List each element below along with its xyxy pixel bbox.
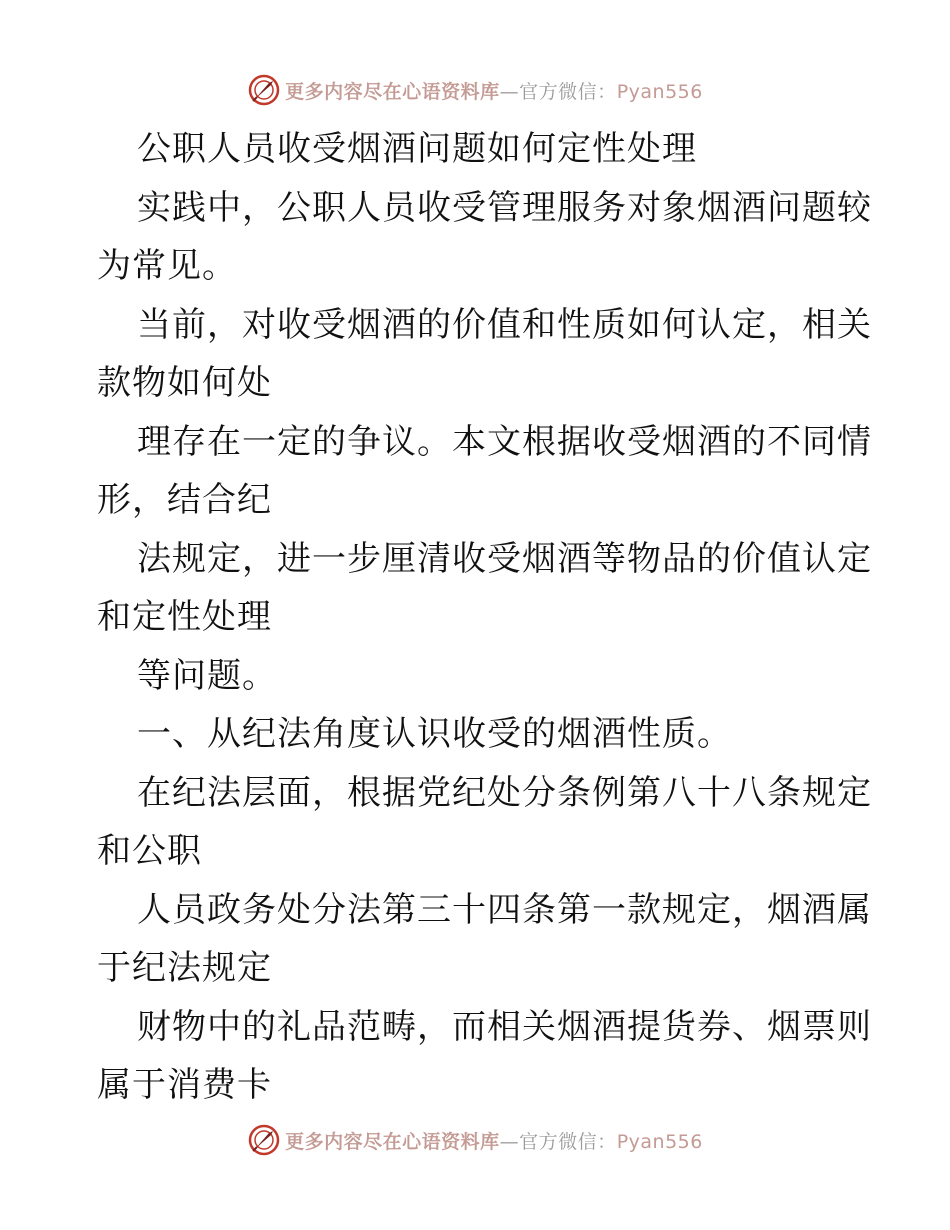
section-heading: 一、从纪法角度认识收受的烟酒性质。 bbox=[137, 714, 732, 754]
paragraph-line: 形，结合纪 bbox=[97, 480, 272, 520]
paragraph-line: 款物如何处 bbox=[97, 363, 272, 403]
watermark-dash: — bbox=[499, 1130, 520, 1153]
paragraph-line: 和公职 bbox=[97, 831, 202, 871]
quill-seal-icon bbox=[247, 1123, 281, 1157]
paragraph-line: 于纪法规定 bbox=[97, 948, 272, 988]
document-title: 公职人员收受烟酒问题如何定性处理 bbox=[137, 129, 697, 169]
paragraph-line: 属于消费卡 bbox=[97, 1065, 272, 1105]
watermark-text bbox=[285, 1127, 703, 1154]
paragraph-line: 财物中的礼品范畴，而相关烟酒提货券、烟票则 bbox=[137, 1006, 872, 1047]
paragraph-line: 和定性处理 bbox=[97, 597, 272, 637]
paragraph-line: 在纪法层面，根据党纪处分条例第八十八条规定 bbox=[137, 772, 872, 813]
watermark-id-text: Pyan556 bbox=[616, 1130, 703, 1153]
watermark-sub-text: 官方微信： bbox=[519, 1130, 617, 1153]
paragraph-line: 人员政务处分法第三十四条第一款规定，烟酒属 bbox=[137, 889, 872, 930]
watermark-main-text: 更多内容尽在心语资料库 bbox=[285, 80, 500, 103]
paragraph-line: 法规定，进一步厘清收受烟酒等物品的价值认定 bbox=[137, 538, 872, 579]
paragraph-line: 实践中，公职人员收受管理服务对象烟酒问题较 bbox=[137, 187, 872, 228]
watermark-sub-text: 官方微信： bbox=[519, 80, 617, 103]
paragraph-line: 等问题。 bbox=[137, 655, 277, 696]
watermark-text bbox=[285, 77, 703, 104]
paragraph-line: 为常见。 bbox=[97, 246, 237, 286]
document-body bbox=[97, 120, 872, 1115]
watermark-id-text: Pyan556 bbox=[616, 80, 703, 103]
header-watermark-banner bbox=[0, 70, 950, 110]
quill-seal-icon bbox=[247, 73, 281, 107]
watermark-main-text: 更多内容尽在心语资料库 bbox=[285, 1130, 500, 1153]
paragraph-line: 理存在一定的争议。本文根据收受烟酒的不同情 bbox=[137, 421, 872, 462]
footer-watermark-banner bbox=[0, 1120, 950, 1160]
paragraph-line: 当前，对收受烟酒的价值和性质如何认定，相关 bbox=[137, 304, 872, 345]
watermark-dash: — bbox=[499, 80, 520, 103]
